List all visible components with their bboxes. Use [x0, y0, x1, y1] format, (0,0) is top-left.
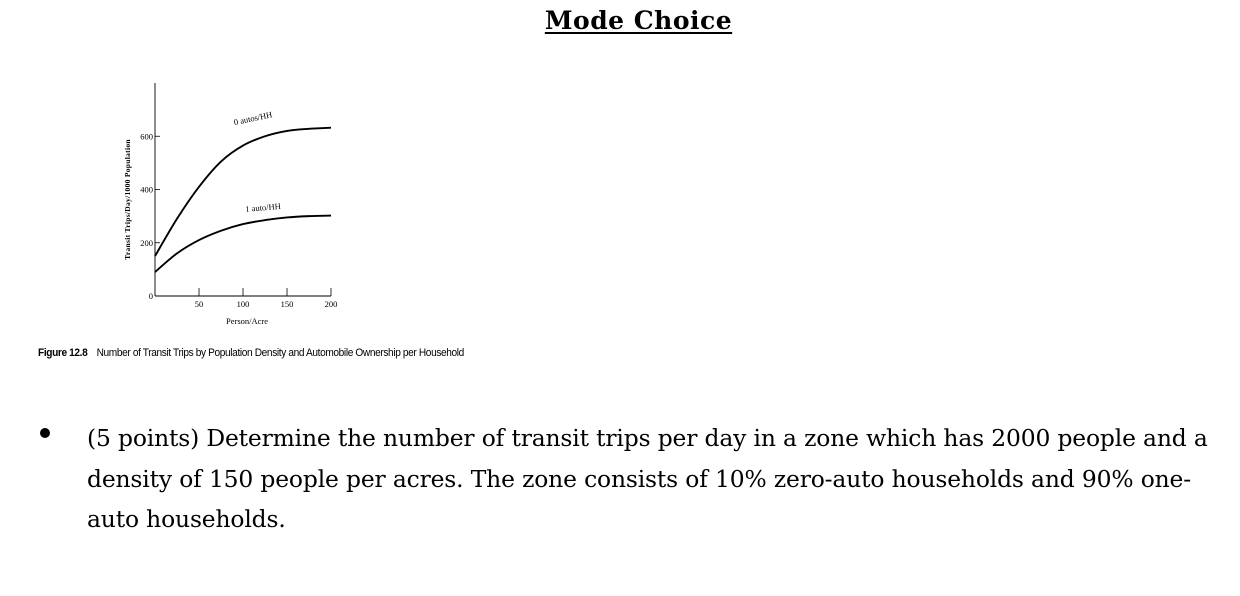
- y-tick-label: 200: [140, 237, 153, 248]
- bullet-icon: [40, 428, 50, 438]
- y-tick-label: 400: [140, 184, 153, 195]
- y-axis-label: Transit Trips/Day/1000 Population: [123, 139, 132, 260]
- figure-caption: [38, 347, 464, 359]
- transit-trips-chart: [115, 75, 355, 335]
- y-tick-label: 0: [148, 291, 153, 301]
- x-tick-label: 150: [280, 299, 294, 309]
- figure: [115, 75, 355, 335]
- x-axis-label: Person/Acre: [225, 316, 269, 326]
- x-tick-label: 200: [324, 299, 338, 309]
- x-tick-label: 50: [194, 299, 204, 309]
- x-tick-label: 100: [236, 299, 250, 309]
- page-title: Mode Choice: [544, 6, 733, 35]
- question-text: (5 points) Determine the number of transit trips per day in a zone which has 2000 people and a density of 150 people per acres. The zone consists of 10% zero-auto households and 90% one-auto households.: [87, 424, 1208, 533]
- figure-caption-label: Figure 12.8: [38, 347, 88, 359]
- series-line-0-autos: [155, 128, 331, 256]
- series-label: 0 autos/HH: [232, 109, 274, 128]
- series-label: 1 auto/HH: [244, 200, 282, 214]
- y-tick-label: 600: [140, 131, 153, 142]
- figure-caption-text: Number of Transit Trips by Population Density and Automobile Ownership per Household: [96, 347, 464, 359]
- series-line-1-auto: [155, 216, 331, 272]
